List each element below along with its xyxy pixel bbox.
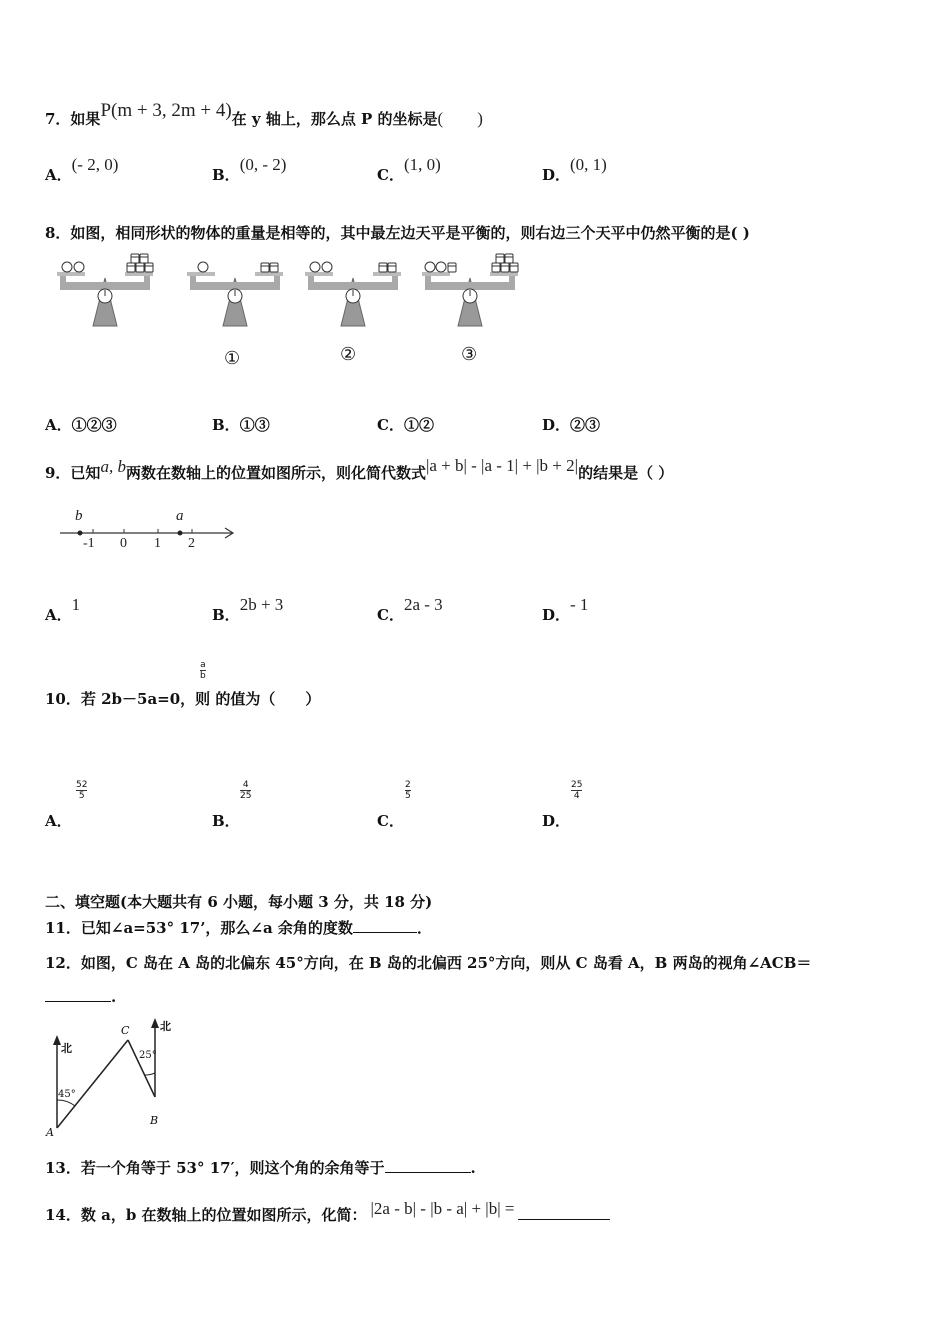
option-label: B． (212, 166, 240, 184)
q7-option-b[interactable] (212, 155, 287, 185)
q12-angle-25: 25° (139, 1050, 157, 1061)
q7-answer-paren: ( ) (437, 109, 483, 128)
q9-text: 两数在数轴上的位置如图所示，则化简代数式 (125, 464, 426, 482)
q9-option-b[interactable] (212, 595, 284, 625)
q12-label-a: A (46, 1126, 54, 1139)
q8-option-a[interactable] (45, 414, 117, 435)
q10-option-d-frac (571, 780, 582, 801)
q10-option-c[interactable] (377, 810, 404, 831)
frac-num: 4 (242, 780, 249, 790)
q13-answer-blank[interactable] (385, 1172, 471, 1173)
q10-option-c-frac (405, 780, 411, 801)
option-label: B． (212, 812, 240, 830)
q11-text: 11．已知∠a=53° 17’，那么∠a 余角的度数 (45, 919, 353, 937)
q12-north-label-a: 北 (61, 1042, 72, 1055)
q10-option-b-frac (240, 780, 251, 801)
option-label: A． (45, 166, 72, 184)
option-value: ①② (403, 416, 434, 434)
option-label: C． (377, 416, 404, 434)
q8-figure-label-2: ② (340, 344, 357, 365)
q8-figure-label-3: ③ (461, 344, 478, 365)
q10-fraction-num: a (200, 660, 206, 670)
option-label: A． (45, 606, 72, 624)
q9-option-c[interactable] (377, 595, 443, 625)
q13-text: 13．若一个角等于 53° 17′，则这个角的余角等于 (45, 1159, 385, 1177)
option-value: 2a - 3 (403, 595, 443, 614)
q9-tick-0: 0 (120, 536, 127, 551)
q11-answer-blank[interactable] (353, 932, 417, 933)
q12-tail: . (111, 988, 117, 1006)
q14-expression: |2a - b| - |b - a| + |b| = (370, 1199, 515, 1218)
q10-text: 10．若 2b－5a=0，则 (45, 690, 211, 708)
option-label: C． (377, 166, 404, 184)
q12-north-label-b: 北 (160, 1020, 171, 1033)
frac-den: 4 (571, 790, 582, 801)
q10-text-after: 的值为（ ） (215, 690, 321, 708)
option-label: C． (377, 812, 404, 830)
option-value: (1, 0) (403, 155, 441, 174)
q9-tick-neg1: -1 (83, 536, 95, 551)
option-label: D． (542, 606, 571, 624)
option-label: D． (542, 812, 571, 830)
q9-option-a[interactable] (45, 595, 81, 625)
frac-den: 25 (240, 791, 252, 801)
q10-option-d[interactable] (542, 810, 570, 831)
q9-tick-2: 2 (188, 536, 195, 551)
q8-option-d[interactable] (542, 414, 600, 435)
q7-option-d[interactable] (542, 155, 607, 185)
balance-2 (305, 262, 401, 326)
q10-option-a-frac (76, 780, 87, 801)
q9-option-d[interactable] (542, 595, 589, 625)
q14-stem (45, 1199, 610, 1225)
q14-answer-blank[interactable] (518, 1219, 610, 1220)
q12-stem: 12．如图，C 岛在 A 岛的北偏东 45°方向，在 B 岛的北偏西 25°方向，则从 C 岛看 A，B 两岛的视角∠ACB＝ (45, 954, 812, 972)
balance-reference (57, 254, 153, 326)
frac-den: 5 (76, 790, 87, 801)
option-value: (- 2, 0) (71, 155, 119, 174)
frac-den: 5 (405, 791, 411, 801)
point-b (78, 531, 83, 536)
q13-stem (45, 1157, 476, 1178)
frac-num: 2 (405, 780, 411, 790)
q13-tail: . (470, 1159, 476, 1177)
q9-expression: |a + b| - |a - 1| + |b + 2| (425, 456, 579, 475)
option-label: D． (542, 166, 571, 184)
option-value: ①③ (239, 416, 270, 434)
q8-balance-figures (45, 258, 525, 368)
q9-number: 9．已知 (45, 464, 101, 482)
frac-num: 25 (571, 780, 583, 790)
balance-1 (187, 262, 283, 326)
q9-axis-b-label: b (75, 508, 83, 524)
q8-figure-label-1: ① (224, 348, 241, 369)
option-value: (0, 1) (570, 155, 607, 174)
q9-axis-a-label: a (176, 508, 184, 524)
option-value: (0, - 2) (239, 155, 287, 174)
q14-text: 14．数 a，b 在数轴上的位置如图所示，化简： (45, 1206, 367, 1224)
q12-answer-blank[interactable] (45, 1001, 111, 1002)
option-label: A． (45, 416, 72, 434)
option-label: A． (45, 812, 72, 830)
q9-text-after: 的结果是（ ） (578, 464, 674, 482)
q9-stem (45, 456, 674, 483)
q11-tail: ． (416, 919, 432, 937)
q9-vars: a, b (100, 457, 126, 476)
q12-label-c: C (121, 1024, 130, 1037)
frac-num: 52 (76, 780, 88, 790)
point-a (178, 531, 183, 536)
q12-label-b: B (150, 1114, 159, 1127)
option-label: C． (377, 606, 404, 624)
q7-point-expression: P(m + 3, 2m + 4) (100, 100, 232, 121)
q8-stem: 8．如图，相同形状的物体的重量是相等的，其中最左边天平是平衡的，则右边三个天平中仍然平衡的是( ) (45, 224, 750, 242)
q7-option-a[interactable] (45, 155, 119, 185)
q8-option-c[interactable] (377, 414, 434, 435)
option-label: B． (212, 416, 240, 434)
option-value: ①②③ (71, 416, 117, 434)
option-label: B． (212, 606, 240, 624)
balance-3 (422, 254, 518, 326)
q10-option-a[interactable] (45, 810, 72, 831)
q9-tick-1: 1 (154, 536, 161, 551)
q11-stem (45, 917, 432, 938)
option-value: ②③ (570, 416, 601, 434)
q7-stem (45, 100, 483, 130)
q12-angle-45: 45° (58, 1089, 76, 1100)
option-value: - 1 (570, 595, 589, 614)
q10-option-b[interactable] (212, 810, 240, 831)
q8-option-b[interactable] (212, 414, 270, 435)
section-2-title: 二、填空题(本大题共有 6 小题，每小题 3 分，共 18 分) (45, 893, 433, 911)
option-value: 1 (71, 595, 81, 614)
q10-stem (45, 688, 320, 709)
q10-fraction-den: b (200, 671, 206, 681)
q7-question-text: 在 y 轴上，那么点 P 的坐标是 (231, 110, 438, 128)
option-value: 2b + 3 (239, 595, 284, 614)
q7-number: 7．如果 (45, 110, 101, 128)
option-label: D． (542, 416, 571, 434)
q7-option-c[interactable] (377, 155, 441, 185)
q10-fraction (200, 660, 206, 681)
q12-answer-line (45, 988, 116, 1006)
